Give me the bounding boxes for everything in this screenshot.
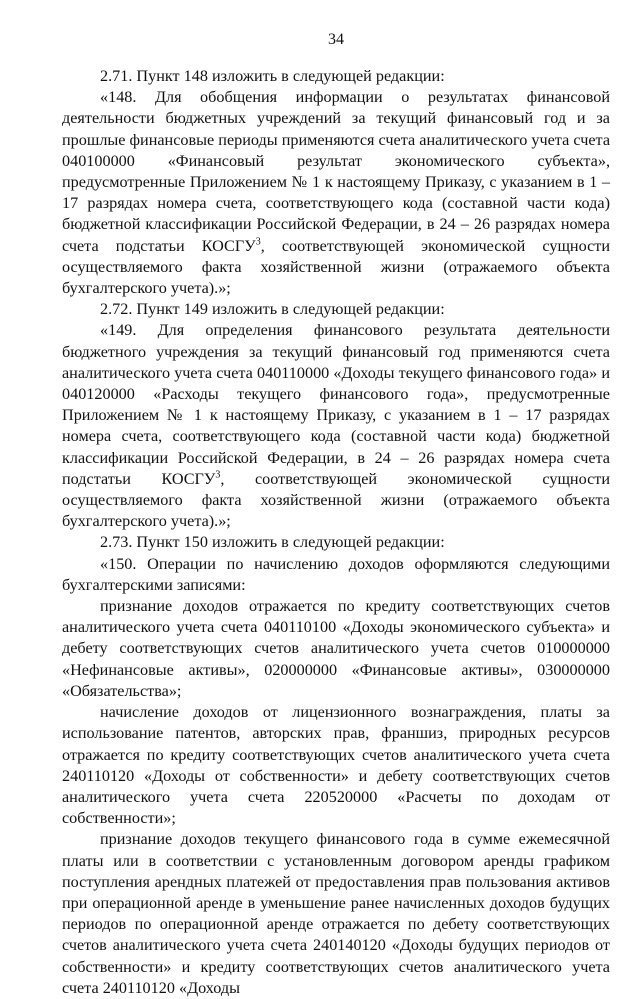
paragraph-text: «149. Для определения финансового результата деятельности бюджетного учреждения за текущий финансовый год применяются счета аналитического учета счета 040110000 «Доходы текущего финансового года» и 040120000 «Расходы текущего финансового года», предусмотренные Приложением № 1 к настоящему Приказу, с указанием в 1 – 17 разрядах номера счета, соответствующего кода (составной части кода) бюджетной классификации Российской Федерации, в 24 – 26 разрядах номера счета подстатьи КОСГУ bbox=[62, 321, 610, 488]
paragraph-2-72 bbox=[62, 299, 610, 320]
paragraph-text: признание доходов отражается по кредиту соответствующих счетов аналитического учета счета 040110100 «Доходы экономического субъекта» и дебету соответствующих счетов аналитического учета счетов 010000000 «Нефинансовые активы», 020000000 «Финансовые активы», 030000000 «Обязательства»; bbox=[62, 597, 610, 700]
paragraph-lease-income bbox=[62, 829, 610, 999]
paragraph-tail: , соответствующей экономической сущности осуществляемого факта хозяйственной жизни (отражаемого объекта бухгалтерского учета).»; bbox=[62, 236, 610, 298]
paragraph-149 bbox=[62, 320, 610, 532]
paragraph-text: 2.72. Пункт 149 изложить в следующей редакции: bbox=[100, 300, 445, 319]
paragraph-text: 2.73. Пункт 150 изложить в следующей редакции: bbox=[100, 533, 445, 552]
document-page bbox=[62, 30, 610, 999]
paragraph-income-recognition bbox=[62, 596, 610, 702]
paragraph-text: «150. Операции по начислению доходов оформляются следующими бухгалтерскими записями: bbox=[62, 554, 610, 594]
paragraph-text: «148. Для обобщения информации о результатах финансовой деятельности бюджетных учреждений за текущий финансовый год и за прошлые финансовые периоды применяются счета аналитического учета счета 040100000 «Финансовый результат экономического субъекта», предусмотренные Приложением № 1 к настоящему Приказу, с указанием в 1 – 17 разрядах номера счета, соответствующего кода (составной части кода) бюджетной классификации Российской Федерации, в 24 – 26 разрядах номера счета подстатьи КОСГУ bbox=[62, 88, 610, 255]
paragraph-150 bbox=[62, 554, 610, 596]
paragraph-license-income bbox=[62, 702, 610, 829]
footnote-ref: 3 bbox=[255, 236, 261, 248]
paragraph-2-73 bbox=[62, 532, 610, 553]
paragraph-2-71 bbox=[62, 66, 610, 87]
page-number: 34 bbox=[328, 31, 344, 48]
paragraph-text: 2.71. Пункт 148 изложить в следующей редакции: bbox=[100, 67, 445, 85]
paragraph-text: начисление доходов от лицензионного вознаграждения, платы за использование патентов, авторских прав, франшиз, природных ресурсов отражается по кредиту соответствующих счетов аналитического учета счета 240110120 «Доходы от собственности» и дебету соответствующих счетов аналитического учета счета 220520000 «Расчеты по доходам от собственности»; bbox=[62, 703, 610, 828]
paragraph-tail: , соответствующей экономической сущности осуществляемого факта хозяйственной жизни (отражаемого объекта бухгалтерского учета).»; bbox=[62, 469, 610, 531]
footnote-ref: 3 bbox=[215, 469, 221, 481]
paragraph-text: признание доходов текущего финансового года в сумме ежемесячной платы или в соответствии с установленным договором аренды графиком поступления арендных платежей от предоставления прав пользования активов при операционной аренде в уменьшение ранее начисленных доходов будущих периодов по операционной аренде отражается по дебету соответствующих счетов аналитического учета счета 240140120 «Доходы будущих периодов от собственности» и кредиту соответствующих счетов аналитического учета счета 240110120 «Доходы bbox=[62, 830, 610, 997]
paragraph-148 bbox=[62, 87, 610, 299]
